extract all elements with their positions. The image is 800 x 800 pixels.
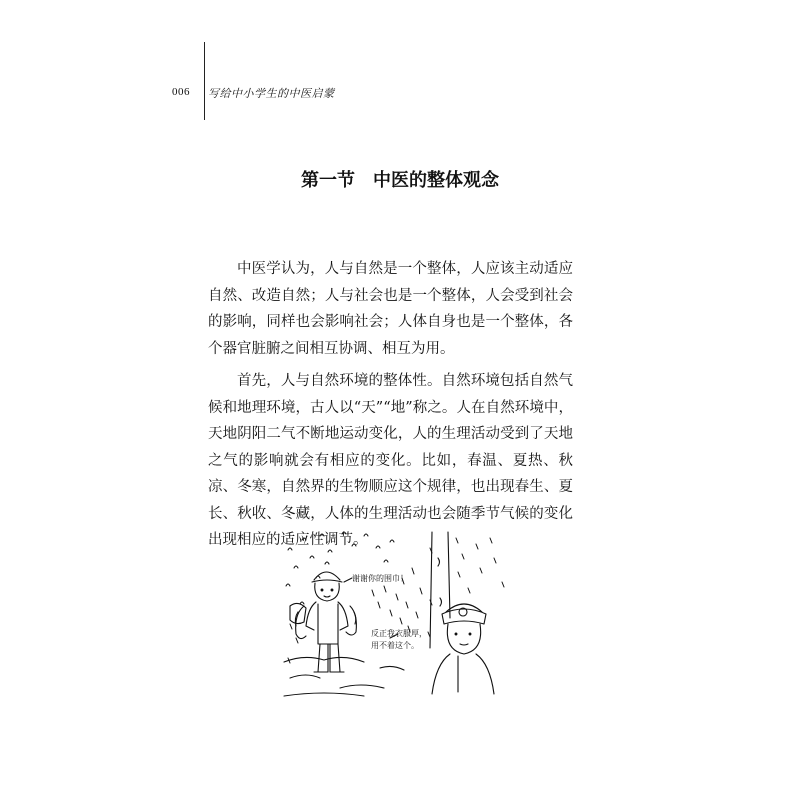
speech-bubble-child: 谢谢你的围巾！	[352, 574, 408, 583]
snow-ground	[284, 657, 404, 696]
speech-line: 反正我衣服厚，	[371, 629, 427, 638]
winter-scarf-illustration	[280, 528, 520, 700]
page-number: 006	[172, 86, 190, 98]
section-title: 第一节 中医的整体观念	[301, 170, 499, 191]
speech-bubble-adult	[371, 628, 427, 652]
paragraph: 首先，人与自然环境的整体性。自然环境包括自然气候和地理环境，古人以“天”“地”称之。人在自然环境中，天地阴阳二气不断地运动变化，人的生理活动受到了天地之气的影响就会有相应的变化。比如，春温、夏热、秋凉、冬寒，自然界的生物顺应这个规律，也出现春生、夏长、秋收、冬藏，人体的生理活动也会随季节气候的变化出现相应的适应性调节。	[208, 373, 573, 548]
adult-figure	[432, 604, 494, 694]
speech-line-1	[344, 578, 352, 582]
header-divider	[204, 42, 205, 120]
child-figure	[290, 562, 356, 672]
speech-line: 用不着这个。	[371, 641, 419, 650]
body-text	[208, 256, 573, 560]
paragraph: 中医学认为，人与自然是一个整体，人应该主动适应自然、改造自然；人与社会也是一个整体，人会受到社会的影响，同样也会影响社会；人体自身也是一个整体，各个器官脏腑之间相互协调、相互为用。	[208, 261, 573, 357]
running-head: 写给中小学生的中医启蒙	[208, 87, 335, 100]
